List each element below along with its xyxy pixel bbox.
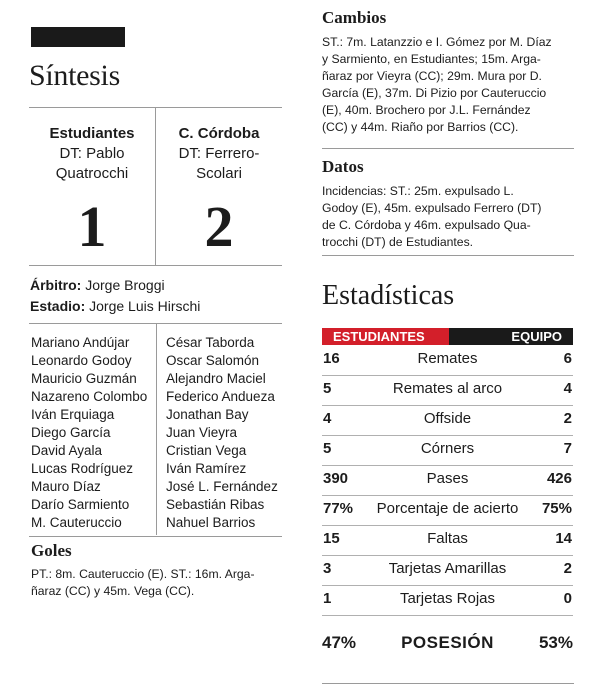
stat-label: Córners	[420, 440, 475, 457]
stat-home-value: 16	[323, 350, 340, 367]
player-name: Juan Vieyra	[166, 425, 238, 440]
stat-row	[322, 435, 573, 466]
stat-row	[322, 495, 573, 526]
stats-header-away: EQUIPO	[449, 328, 573, 345]
goles-line: ñaraz (CC) y 45m. Vega (CC).	[31, 584, 195, 598]
player-name: Mauricio Guzmán	[31, 371, 137, 386]
datos-title: Datos	[322, 157, 364, 176]
possession-home: 47%	[322, 633, 357, 652]
divider	[322, 683, 574, 684]
cambios-line: ñaraz por Vieyra (CC); 29m. Mura por D.	[322, 69, 542, 83]
stat-label: Pases	[426, 470, 469, 487]
player-name: Iván Ramírez	[166, 461, 247, 476]
stat-away-value: 4	[563, 380, 572, 397]
player-name: Iván Erquiaga	[31, 407, 115, 422]
stat-row	[322, 585, 573, 616]
stat-label: Remates al arco	[392, 380, 503, 397]
home-team-name: Estudiantes	[49, 125, 135, 142]
datos-line: de C. Córdoba y 46m. expulsado Qua-	[322, 218, 531, 232]
player-name: Nahuel Barrios	[166, 515, 256, 530]
stat-label: Tarjetas Amarillas	[388, 560, 507, 577]
player-name: Nazareno Colombo	[31, 389, 148, 404]
player-name: Federico Andueza	[166, 389, 275, 404]
cambios-line: García (E), 37m. Di Pizio por Cauteruccio	[322, 86, 547, 100]
stat-home-value: 1	[323, 590, 332, 607]
possession-row	[322, 633, 573, 659]
stat-home-value: 4	[323, 410, 332, 427]
player-name: Darío Sarmiento	[31, 497, 130, 512]
stadium-label: Estadio:	[30, 298, 86, 314]
player-name: Mariano Andújar	[31, 335, 130, 350]
player-name: Lucas Rodríguez	[31, 461, 134, 476]
stat-away-value: 2	[563, 560, 572, 577]
stat-away-value: 6	[563, 350, 572, 367]
stat-away-value: 0	[563, 590, 572, 607]
player-name: Cristian Vega	[166, 443, 247, 458]
datos-line: trocchi (DT) de Estudiantes.	[322, 235, 474, 249]
stat-home-value: 390	[323, 470, 349, 487]
stats-header	[322, 328, 573, 345]
player-name: Diego García	[31, 425, 111, 440]
stat-row	[322, 555, 573, 586]
sintesis-title: Síntesis	[29, 59, 120, 92]
stadium-name: Jorge Luis Hirschi	[89, 298, 201, 314]
stat-label: Offside	[423, 410, 472, 427]
cambios-line: ST.: 7m. Latanzzio e I. Gómez por M. Díaz	[322, 35, 552, 49]
possession-away: 53%	[538, 633, 573, 652]
away-lineup	[166, 334, 284, 532]
home-lineup	[31, 334, 153, 532]
home-team-block	[29, 124, 155, 257]
possession-label: POSESIÓN	[401, 633, 494, 652]
cambios-line: y Sarmiento, en Estudiantes; 15m. Arga-	[322, 52, 541, 66]
referee-name: Jorge Broggi	[85, 277, 165, 293]
cambios-line: (CC) y 44m. Riaño por Barrios (CC).	[322, 120, 519, 134]
stat-away-value: 426	[546, 470, 572, 487]
away-team-block	[156, 124, 282, 257]
stat-row	[322, 375, 573, 406]
goles-text	[31, 566, 286, 600]
stat-label: Remates	[417, 350, 478, 367]
player-name: Mauro Díaz	[31, 479, 101, 494]
stat-away-value: 75%	[541, 500, 572, 517]
player-name: Sebastián Ribas	[166, 497, 265, 512]
goles-title: Goles	[31, 541, 72, 560]
stat-away-value: 14	[555, 530, 572, 547]
cambios-text	[322, 34, 584, 136]
stat-home-value: 77%	[323, 500, 354, 517]
datos-line: Incidencias: ST.: 25m. expulsado L.	[322, 184, 514, 198]
datos-line: Godoy (E), 45m. expulsado Ferrero (DT)	[322, 201, 542, 215]
datos-text	[322, 183, 584, 251]
away-score: 2	[204, 194, 234, 259]
cambios-line: (E), 40m. Brochero por J.L. Fernández	[322, 103, 531, 117]
player-name: M. Cauteruccio	[31, 515, 122, 530]
stat-home-value: 5	[323, 440, 332, 457]
stat-row	[322, 465, 573, 496]
away-team-name: C. Córdoba	[178, 125, 260, 142]
home-score: 1	[77, 194, 107, 259]
cambios-title: Cambios	[322, 8, 387, 27]
stat-home-value: 5	[323, 380, 332, 397]
stat-label: Porcentaje de acierto	[376, 500, 519, 517]
estadisticas-title: Estadísticas	[322, 280, 455, 311]
home-coach-line2: Quatrocchi	[55, 165, 129, 182]
stadium-line	[30, 298, 200, 314]
player-name: Jonathan Bay	[166, 407, 249, 422]
player-name: César Taborda	[166, 335, 255, 350]
stat-away-value: 7	[563, 440, 572, 457]
player-name: Alejandro Maciel	[166, 371, 266, 386]
stat-home-value: 3	[323, 560, 332, 577]
lineup-divider	[156, 324, 157, 535]
stat-away-value: 2	[563, 410, 572, 427]
divider	[322, 255, 574, 256]
divider	[322, 148, 574, 149]
home-coach-line1: DT: Pablo	[59, 145, 125, 162]
divider	[29, 536, 282, 537]
stat-label: Faltas	[427, 530, 468, 547]
section-marker-bar	[31, 27, 125, 47]
player-name: Leonardo Godoy	[31, 353, 132, 368]
player-name: David Ayala	[31, 443, 103, 458]
stats-header-home: ESTUDIANTES	[322, 328, 449, 345]
stat-row	[322, 405, 573, 436]
stat-label: Tarjetas Rojas	[399, 590, 496, 607]
away-coach-line2: Scolari	[196, 165, 242, 182]
referee-line	[30, 277, 165, 293]
stat-row	[322, 525, 573, 556]
stat-home-value: 15	[323, 530, 340, 547]
goles-line: PT.: 8m. Cauteruccio (E). ST.: 16m. Arga-	[31, 567, 255, 581]
referee-label: Árbitro:	[30, 277, 82, 293]
player-name: José L. Fernández	[166, 479, 278, 494]
divider	[29, 265, 282, 266]
stat-row	[322, 345, 573, 376]
away-coach-line1: DT: Ferrero-	[178, 145, 260, 162]
player-name: Oscar Salomón	[166, 353, 260, 368]
